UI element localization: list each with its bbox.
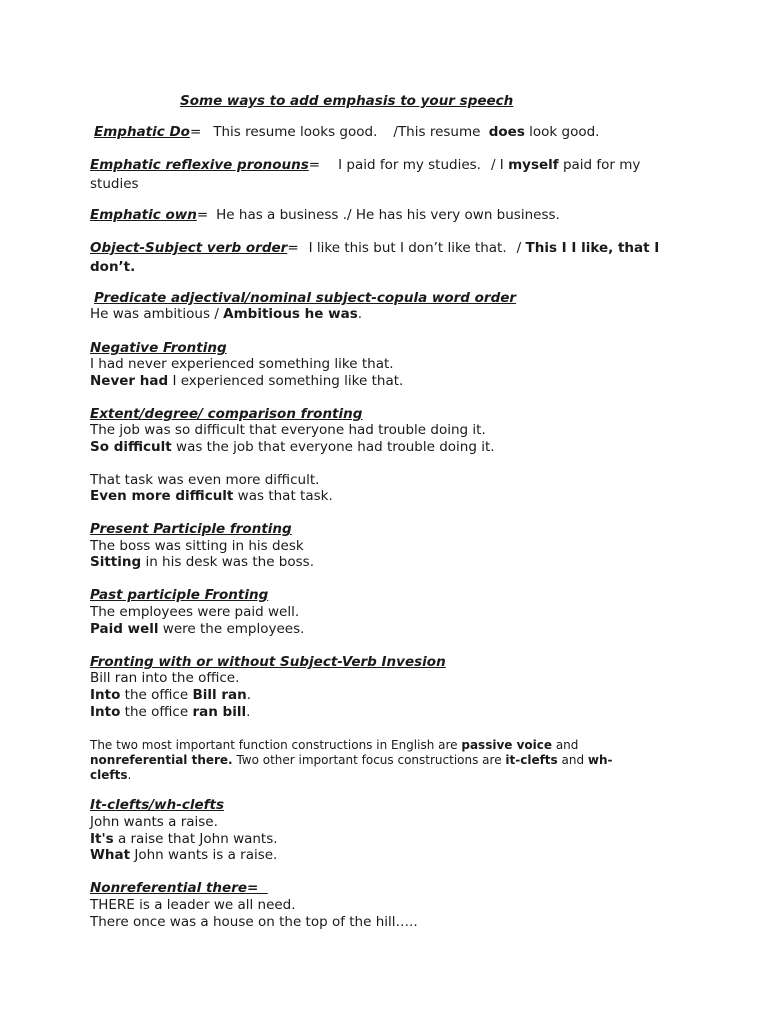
past-participle-line1: The employees were paid well.: [90, 604, 300, 620]
emphasis-phrase: Paid well: [90, 621, 159, 637]
example-text: I experienced something like that.: [168, 373, 404, 389]
document-title: Some ways to add emphasis to your speech: [180, 93, 514, 109]
fronting-inversion-line2: [90, 687, 251, 704]
emphasis-phrase: This I I like, that I: [525, 240, 660, 256]
negative-fronting-line1: I had never experienced something like that.: [90, 356, 394, 372]
clefts-line1: John wants a raise.: [90, 814, 218, 830]
note-text: Two other important focus constructions are: [232, 753, 506, 767]
emphatic-do-line: [94, 124, 599, 141]
emphasis-phrase: So difficult: [90, 439, 172, 455]
object-subject-line: [90, 240, 659, 257]
note-line1: [90, 738, 578, 753]
negative-fronting-heading: Negative Fronting: [90, 340, 227, 356]
emphasis-word: Into: [90, 704, 121, 720]
emphasis-word: myself: [508, 157, 559, 173]
equals-sign: =: [196, 207, 209, 223]
example-text: /This resume: [393, 124, 485, 140]
note-text: .: [127, 768, 132, 782]
emphatic-reflexive-continuation: studies: [90, 176, 139, 192]
note-text: and: [552, 738, 579, 752]
emphasis-word: Sitting: [90, 554, 142, 570]
fronting-inversion-line1: Bill ran into the office.: [90, 670, 240, 686]
example-text: look good.: [524, 124, 600, 140]
example-text: This resume looks good.: [213, 124, 378, 140]
emphatic-reflexive-line: [90, 157, 640, 174]
example-text: /: [516, 240, 526, 256]
example-text: John wants is a raise.: [130, 847, 278, 863]
note-line3: [90, 768, 131, 783]
present-participle-line2: [90, 554, 314, 571]
note-emphasis: wh-: [587, 753, 613, 767]
extent-fronting-heading: Extent/degree/ comparison fronting: [90, 406, 363, 422]
emphatic-reflexive-heading: Emphatic reflexive pronouns: [90, 157, 309, 173]
note-emphasis: it-clefts: [505, 753, 558, 767]
predicate-example: [90, 306, 362, 323]
emphasis-phrase: Bill ran: [192, 687, 247, 703]
note-emphasis: nonreferential there.: [90, 753, 233, 767]
example-text: the office: [120, 704, 193, 720]
past-participle-heading: Past participle Fronting: [90, 587, 269, 603]
example-text: / I: [490, 157, 509, 173]
clefts-line2: [90, 831, 278, 848]
example-text: were the employees.: [158, 621, 305, 637]
equals-sign: =: [287, 240, 299, 256]
present-participle-heading: Present Participle fronting: [90, 521, 292, 537]
emphasis-word: It's: [90, 831, 114, 847]
clefts-line3: [90, 847, 277, 864]
example-text: a raise that John wants.: [113, 831, 278, 847]
negative-fronting-line2: [90, 373, 403, 390]
emphasis-phrase: ran bill: [192, 704, 247, 720]
nonreferential-there-line1: THERE is a leader we all need.: [90, 897, 296, 913]
example-text: in his desk was the boss.: [141, 554, 314, 570]
emphasis-phrase: Never had: [90, 373, 169, 389]
note-text: and: [557, 753, 588, 767]
past-participle-line2: [90, 621, 304, 638]
example-text: .: [246, 687, 252, 703]
nonreferential-there-heading: Nonreferential there=: [90, 880, 268, 896]
emphasis-word: Into: [90, 687, 121, 703]
extent-fronting-line1: The job was so difficult that everyone had trouble doing it.: [90, 422, 486, 438]
extent-fronting-line3: That task was even more difficult.: [90, 472, 320, 488]
present-participle-line1: The boss was sitting in his desk: [90, 538, 304, 554]
example-text: I like this but I don’t like that.: [308, 240, 507, 256]
example-text: I paid for my studies.: [338, 157, 481, 173]
emphasis-phrase: Ambitious he was: [223, 306, 358, 322]
clefts-heading: It-clefts/wh-clefts: [90, 797, 224, 813]
note-text: The two most important function constructions in English are: [90, 738, 462, 752]
example-text: .: [357, 306, 363, 322]
example-text: He was ambitious /: [90, 306, 224, 322]
note-emphasis: passive voice: [461, 738, 553, 752]
emphatic-own-line: [90, 207, 560, 224]
object-subject-continuation: don’t.: [90, 259, 136, 275]
example-text: .: [246, 704, 251, 720]
example-text: paid for my: [558, 157, 641, 173]
example-text: the office: [120, 687, 193, 703]
extent-fronting-line4: [90, 488, 333, 505]
example-text: was the job that everyone had trouble doing it.: [171, 439, 495, 455]
predicate-heading: Predicate adjectival/nominal subject-copula word order: [94, 290, 517, 306]
note-line2: [90, 753, 613, 768]
example-text: was that task.: [233, 488, 333, 504]
emphatic-own-heading: Emphatic own: [90, 207, 197, 223]
equals-sign: =: [189, 124, 202, 140]
emphasis-word: What: [90, 847, 131, 863]
equals-sign: =: [308, 157, 321, 173]
emphasis-phrase: Even more difficult: [90, 488, 234, 504]
nonreferential-there-line2: There once was a house on the top of the hill…..: [90, 914, 418, 930]
note-emphasis: clefts: [90, 768, 128, 782]
extent-fronting-line2: [90, 439, 495, 456]
emphatic-do-heading: Emphatic Do: [94, 124, 190, 140]
object-subject-heading: Object-Subject verb order: [90, 240, 288, 256]
emphasis-word: does: [488, 124, 525, 140]
example-text: He has a business ./ He has his very own business.: [216, 207, 560, 223]
fronting-inversion-line3: [90, 704, 250, 721]
fronting-inversion-heading: Fronting with or without Subject-Verb Invesion: [90, 654, 446, 670]
